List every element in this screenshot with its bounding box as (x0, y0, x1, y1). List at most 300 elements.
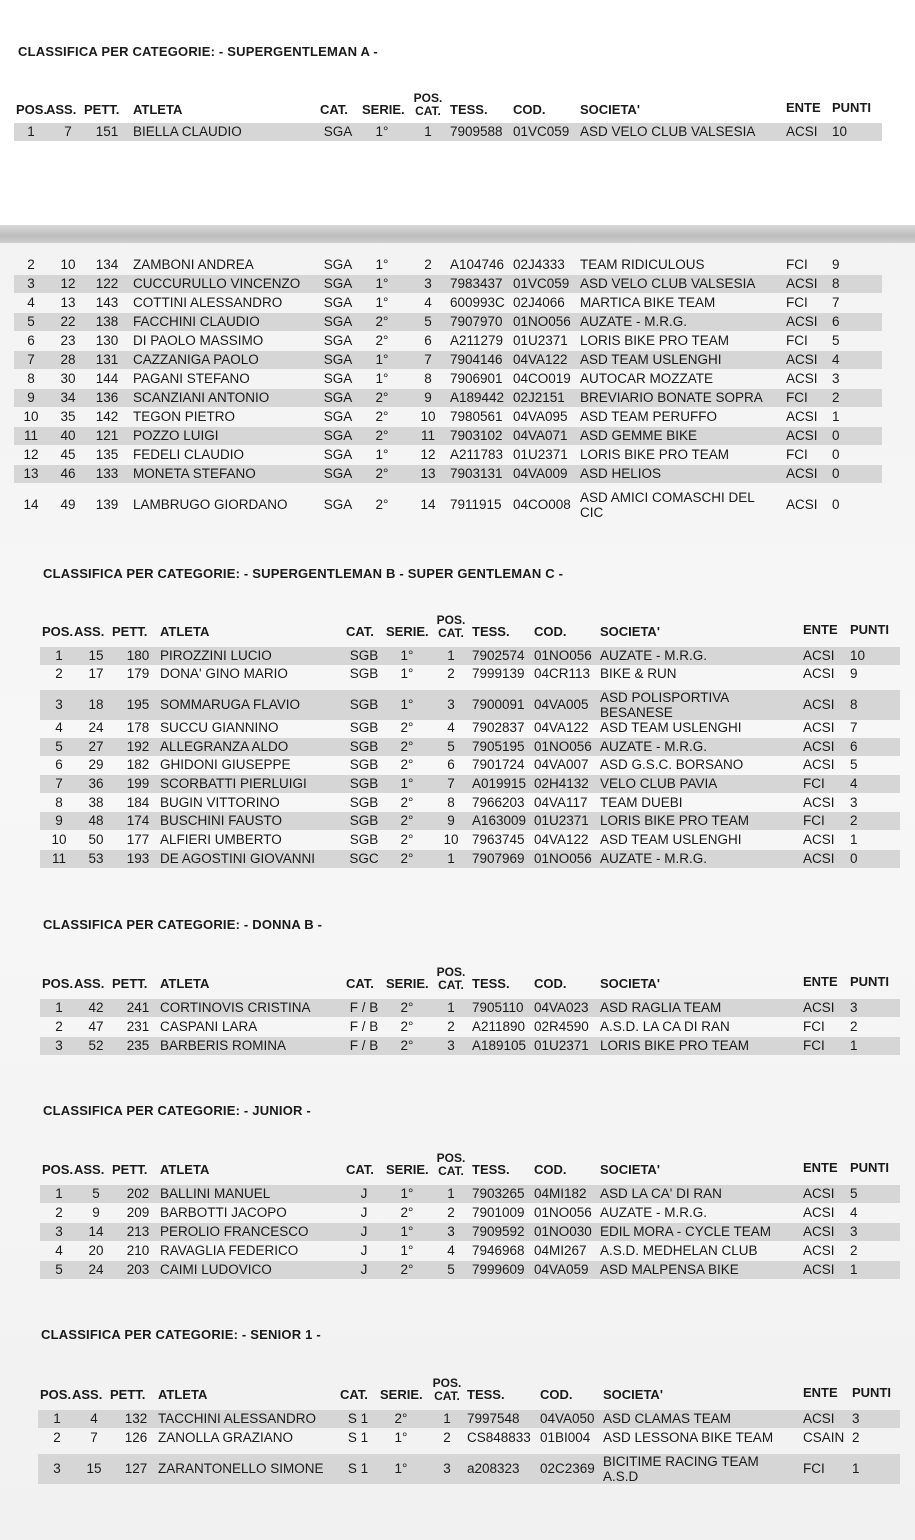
cell-atleta: COTTINI ALESSANDRO (133, 295, 283, 310)
cell-ente: ACSI (803, 1224, 835, 1239)
cell-atleta: TEGON PIETRO (133, 409, 236, 424)
cell-pos: 12 (23, 447, 39, 462)
cell-cod: 04VA122 (513, 352, 568, 367)
cell-pos: 5 (55, 1262, 63, 1277)
cell-ass: 22 (60, 314, 76, 329)
cell-serie: 2° (400, 1000, 414, 1015)
header-punti: PUNTI (852, 1385, 891, 1400)
cell-cod: 01BI004 (540, 1430, 591, 1445)
table-row (40, 647, 900, 665)
cell-cod: 04VA122 (534, 720, 589, 735)
cell-cat: S 1 (347, 1430, 369, 1445)
cell-punti: 1 (850, 1262, 858, 1277)
cell-soc: TEAM DUEBI (600, 795, 683, 810)
cell-ente: ACSI (803, 666, 835, 681)
cell-pett: 192 (126, 739, 150, 754)
cell-ente: ACSI (786, 466, 818, 481)
cell-ente: FCI (803, 813, 825, 828)
cell-atleta: BUGIN VITTORINO (160, 795, 280, 810)
cell-ente: ACSI (803, 795, 835, 810)
cell-punti: 5 (850, 757, 858, 772)
cell-cod: 02R4590 (534, 1019, 589, 1034)
cell-pos: 6 (27, 333, 35, 348)
cell-serie: 2° (375, 409, 389, 424)
table-row (40, 719, 900, 737)
cell-cod: 04VA023 (534, 1000, 589, 1015)
cell-tess: 7909592 (472, 1224, 525, 1239)
cell-poscat: 6 (447, 757, 455, 772)
cell-ass: 48 (88, 813, 104, 828)
header-ass: ASS. (72, 1387, 103, 1402)
cell-tess: 7904146 (450, 352, 503, 367)
cell-atleta: MONETA STEFANO (133, 466, 256, 481)
cell-pos: 3 (55, 1224, 63, 1239)
header-pos: POS. (42, 976, 74, 991)
header-pos: POS. (42, 1162, 74, 1177)
cell-pos: 2 (53, 1430, 61, 1445)
cell-pett: 178 (126, 720, 150, 735)
cell-serie: 2° (375, 428, 389, 443)
cell-punti: 1 (832, 409, 840, 424)
cell-tess: 7902837 (472, 720, 525, 735)
cell-pett: 203 (126, 1262, 150, 1277)
cell-pos: 8 (27, 371, 35, 386)
header-pett: PETT. (112, 976, 148, 991)
cell-atleta: FEDELI CLAUDIO (133, 447, 245, 462)
cell-pos: 9 (27, 390, 35, 405)
header-ente: ENTE (786, 100, 821, 115)
cell-cat: SGB (349, 720, 379, 735)
header-punti: PUNTI (850, 1160, 889, 1175)
cell-atleta: BIELLA CLAUDIO (133, 124, 242, 139)
cell-ente: ACSI (786, 497, 818, 512)
section-title: CLASSIFICA PER CATEGORIE: - DONNA B - (43, 917, 323, 932)
cell-poscat: 8 (424, 371, 432, 386)
cell-serie: 1° (394, 1430, 408, 1445)
header-punti: PUNTI (832, 100, 871, 115)
cell-pos: 11 (51, 851, 66, 866)
cell-serie: 2° (400, 1019, 414, 1034)
table-row (14, 351, 882, 369)
cell-pett: 199 (126, 776, 150, 791)
cell-soc: LORIS BIKE PRO TEAM (580, 447, 730, 462)
cell-ass: 42 (88, 1000, 104, 1015)
table-header (0, 613, 915, 644)
cell-pos: 3 (53, 1461, 61, 1476)
cell-atleta: SCORBATTI PIERLUIGI (160, 776, 307, 791)
header-soc: SOCIETA' (600, 624, 660, 639)
cell-atleta: BALLINI MANUEL (160, 1186, 271, 1201)
header-ass: ASS. (74, 624, 105, 639)
cell-serie: 2° (400, 1205, 414, 1220)
cell-punti: 3 (850, 1224, 858, 1239)
cell-poscat: 11 (420, 428, 435, 443)
cell-soc: AUZATE - M.R.G. (600, 851, 707, 866)
cell-serie: 2° (400, 1038, 414, 1053)
cell-serie: 1° (400, 776, 414, 791)
cell-cod: 04VA050 (540, 1411, 595, 1426)
cell-atleta: DI PAOLO MASSIMO (133, 333, 264, 348)
header-soc: SOCIETA' (600, 976, 660, 991)
cell-punti: 10 (832, 124, 848, 139)
cell-pos: 7 (27, 352, 35, 367)
cell-ente: FCI (803, 1038, 825, 1053)
cell-cat: SGB (349, 776, 379, 791)
cell-atleta: CUCCURULLO VINCENZO (133, 276, 301, 291)
table-row (40, 1018, 900, 1036)
cell-ass: 35 (60, 409, 76, 424)
header-punti: PUNTI (850, 974, 889, 989)
cell-poscat: 7 (447, 776, 455, 791)
header-pett: PETT. (112, 624, 148, 639)
cell-tess: A211279 (450, 333, 504, 348)
cell-ente: ACSI (786, 352, 818, 367)
header-cat: CAT. (346, 1162, 374, 1177)
cell-serie: 1° (375, 352, 389, 367)
cell-cat: SGB (349, 648, 379, 663)
cell-ente: ACSI (803, 1243, 835, 1258)
cell-ente: CSAIN (803, 1430, 845, 1445)
cell-punti: 8 (850, 697, 858, 712)
cell-tess: 7909588 (450, 124, 503, 139)
cell-soc: ASD AMICI COMASCHI DEL CIC (580, 490, 755, 520)
cell-punti: 0 (832, 497, 840, 512)
header-serie: SERIE. (386, 1162, 429, 1177)
cell-ente: ACSI (803, 851, 835, 866)
cell-tess: CS848833 (467, 1430, 531, 1445)
cell-tess: 7903102 (450, 428, 503, 443)
cell-cod: 04CO008 (513, 497, 571, 512)
header-tess: TESS. (472, 624, 510, 639)
cell-cat: F / B (349, 1000, 379, 1015)
table-row (40, 999, 900, 1017)
cell-atleta: SUCCU GIANNINO (160, 720, 279, 735)
cell-cat: SGB (349, 697, 379, 712)
cell-punti: 3 (852, 1411, 860, 1426)
cell-cod: 01VC059 (513, 124, 570, 139)
cell-cat: SGB (349, 813, 379, 828)
cell-tess: a208323 (467, 1461, 520, 1476)
header-atleta: ATLETA (133, 102, 183, 117)
table-row (40, 850, 900, 868)
cell-cat: SGA (323, 276, 353, 291)
cell-serie: 2° (375, 390, 389, 405)
cell-poscat: 7 (424, 352, 432, 367)
cell-pett: 241 (126, 1000, 150, 1015)
cell-ass: 46 (60, 466, 76, 481)
cell-ente: ACSI (786, 371, 818, 386)
cell-pett: 213 (126, 1224, 150, 1239)
cell-tess: A211890 (472, 1019, 526, 1034)
cell-poscat: 1 (443, 1411, 451, 1426)
cell-ente: FCI (803, 1019, 825, 1034)
header-cat: CAT. (320, 102, 348, 117)
cell-serie: 2° (400, 851, 414, 866)
cell-soc: AUZATE - M.R.G. (600, 739, 707, 754)
cell-pos: 5 (55, 739, 63, 754)
cell-ass: 36 (88, 776, 104, 791)
header-pett: PETT. (110, 1387, 146, 1402)
header-pett: PETT. (112, 1162, 148, 1177)
cell-soc: AUZATE - M.R.G. (600, 1205, 707, 1220)
cell-ass: 15 (88, 648, 104, 663)
table-row (38, 1454, 900, 1484)
cell-tess: 7905110 (472, 1000, 524, 1015)
cell-poscat: 1 (447, 1000, 455, 1015)
cell-ass: 34 (60, 390, 76, 405)
cell-pett: 202 (126, 1186, 150, 1201)
table-row (40, 756, 900, 774)
cell-cat: SGC (349, 851, 379, 866)
header-serie: SERIE. (386, 976, 429, 991)
header-atleta: ATLETA (160, 624, 210, 639)
table-row (14, 370, 882, 388)
cell-pett: 142 (95, 409, 119, 424)
cell-tess: 7911915 (450, 497, 502, 512)
cell-pett: 179 (126, 666, 150, 681)
cell-poscat: 4 (447, 1243, 455, 1258)
cell-soc: AUZATE - M.R.G. (600, 648, 707, 663)
header-poscat-top: POS. (436, 1151, 466, 1165)
cell-serie: 1° (400, 1224, 414, 1239)
table-row (40, 1242, 900, 1260)
cell-cod: 04CR113 (534, 666, 591, 681)
cell-soc: ASD VELO CLUB VALSESIA (580, 124, 756, 139)
cell-soc: ASD VELO CLUB VALSESIA (580, 276, 756, 291)
table-row (40, 690, 900, 720)
header-poscat-bottom: CAT. (434, 1389, 460, 1403)
cell-soc: BICITIME RACING TEAM A.S.D (603, 1454, 759, 1484)
header-ente: ENTE (803, 1385, 838, 1400)
header-ente: ENTE (803, 1160, 838, 1175)
cell-serie: 1° (400, 648, 414, 663)
cell-ente: ACSI (803, 739, 835, 754)
cell-ente: ACSI (803, 1205, 835, 1220)
cell-punti: 9 (850, 666, 858, 681)
cell-tess: A189442 (450, 390, 505, 405)
cell-serie: 2° (394, 1411, 408, 1426)
cell-cod: 04VA122 (534, 832, 589, 847)
cell-pos: 11 (23, 428, 38, 443)
cell-atleta: FACCHINI CLAUDIO (133, 314, 260, 329)
cell-soc: EDIL MORA - CYCLE TEAM (600, 1224, 772, 1239)
page-seam (0, 225, 915, 243)
cell-punti: 2 (852, 1430, 860, 1445)
cell-poscat: 5 (447, 739, 455, 754)
cell-cat: SGA (323, 257, 353, 272)
header-cod: COD. (513, 102, 546, 117)
cell-punti: 1 (852, 1461, 860, 1476)
cell-poscat: 2 (447, 666, 455, 681)
cell-cod: 04CO019 (513, 371, 571, 386)
cell-pos: 2 (55, 1019, 63, 1034)
cell-tess: A104746 (450, 257, 505, 272)
cell-poscat: 2 (447, 1205, 455, 1220)
cell-cod: 04VA009 (513, 466, 568, 481)
table-row (40, 1204, 900, 1222)
cell-ente: ACSI (803, 697, 835, 712)
cell-soc: AUTOCAR MOZZATE (580, 371, 714, 386)
cell-atleta: POZZO LUIGI (133, 428, 219, 443)
cell-punti: 0 (832, 466, 840, 481)
cell-atleta: RAVAGLIA FEDERICO (160, 1243, 299, 1258)
cell-punti: 4 (850, 1205, 858, 1220)
cell-poscat: 9 (447, 813, 455, 828)
cell-tess: 7963745 (472, 832, 525, 847)
cell-poscat: 5 (424, 314, 432, 329)
cell-ente: ACSI (786, 314, 818, 329)
cell-ass: 17 (88, 666, 104, 681)
header-pos: POS. (42, 624, 74, 639)
cell-cat: SGA (323, 333, 353, 348)
cell-pett: 180 (126, 648, 150, 663)
cell-punti: 1 (850, 1038, 858, 1053)
cell-punti: 4 (832, 352, 840, 367)
header-pos: POS. (16, 102, 48, 117)
cell-ass: 10 (60, 257, 76, 272)
cell-soc: BIKE & RUN (600, 666, 677, 681)
cell-atleta: ZANOLLA GRAZIANO (158, 1430, 294, 1445)
header-atleta: ATLETA (160, 976, 210, 991)
table-row (14, 490, 882, 520)
cell-poscat: 1 (447, 648, 455, 663)
cell-soc: ASD POLISPORTIVA BESANESE (600, 690, 729, 720)
cell-pos: 2 (55, 1205, 63, 1220)
table-row (38, 1410, 900, 1428)
cell-ente: ACSI (803, 648, 835, 663)
table-row (14, 465, 882, 483)
cell-serie: 1° (375, 447, 389, 462)
cell-cat: SGA (323, 409, 353, 424)
cell-serie: 1° (375, 124, 389, 139)
cell-ass: 52 (88, 1038, 104, 1053)
cell-tess: 7906901 (450, 371, 503, 386)
section-title: CLASSIFICA PER CATEGORIE: - SUPERGENTLEMAN B - SUPER GENTLEMAN C - (43, 566, 564, 581)
cell-cat: SGA (323, 295, 353, 310)
header-atleta: ATLETA (160, 1162, 210, 1177)
header-tess: TESS. (472, 1162, 510, 1177)
cell-tess: A019915 (472, 776, 527, 791)
cell-atleta: CAZZANIGA PAOLO (133, 352, 259, 367)
cell-ass: 53 (88, 851, 104, 866)
header-pos: POS. (40, 1387, 72, 1402)
header-ente: ENTE (803, 974, 838, 989)
cell-soc: ASD TEAM USLENGHI (600, 720, 742, 735)
table-row (14, 275, 882, 293)
cell-soc: ASD GEMME BIKE (580, 428, 698, 443)
table-row (14, 123, 882, 141)
table-row (14, 256, 882, 274)
cell-ente: ACSI (786, 428, 818, 443)
cell-pett: 132 (124, 1411, 148, 1426)
cell-punti: 0 (832, 447, 840, 462)
cell-poscat: 4 (424, 295, 432, 310)
cell-atleta: ALLEGRANZA ALDO (160, 739, 289, 754)
cell-soc: TEAM RIDICULOUS (580, 257, 705, 272)
cell-pett: 138 (95, 314, 119, 329)
cell-cat: SGA (323, 428, 353, 443)
cell-atleta: SCANZIANI ANTONIO (133, 390, 270, 405)
cell-pett: 135 (95, 447, 119, 462)
header-atleta: ATLETA (158, 1387, 208, 1402)
cell-cat: SGB (349, 832, 379, 847)
cell-atleta: ZAMBONI ANDREA (133, 257, 254, 272)
cell-ente: ACSI (803, 757, 835, 772)
cell-cat: J (360, 1205, 368, 1220)
cell-cat: J (360, 1186, 368, 1201)
cell-cat: S 1 (347, 1411, 369, 1426)
cell-cat: SGB (349, 795, 379, 810)
cell-pett: 144 (95, 371, 119, 386)
cell-serie: 2° (400, 832, 414, 847)
cell-pos: 3 (27, 276, 35, 291)
cell-punti: 4 (850, 776, 858, 791)
cell-atleta: PEROLIO FRANCESCO (160, 1224, 309, 1239)
cell-atleta: PAGANI STEFANO (133, 371, 250, 386)
cell-cod: 04VA007 (534, 757, 589, 772)
cell-punti: 2 (850, 813, 858, 828)
cell-tess: 7907970 (450, 314, 503, 329)
cell-pos: 3 (55, 1038, 63, 1053)
table-row (40, 1185, 900, 1203)
cell-tess: 600993C (450, 295, 505, 310)
cell-serie: 1° (400, 1186, 414, 1201)
cell-cod: 04VA071 (513, 428, 568, 443)
cell-punti: 5 (850, 1186, 858, 1201)
cell-pos: 13 (23, 466, 39, 481)
cell-pett: 209 (126, 1205, 150, 1220)
cell-serie: 2° (400, 757, 414, 772)
cell-cat: J (360, 1243, 368, 1258)
table-row (40, 738, 900, 756)
cell-tess: 7900091 (472, 697, 525, 712)
cell-punti: 0 (832, 428, 840, 443)
cell-atleta: LAMBRUGO GIORDANO (133, 497, 288, 512)
cell-ass: 28 (60, 352, 76, 367)
cell-pos: 2 (27, 257, 35, 272)
cell-pett: 174 (126, 813, 150, 828)
table-row (40, 775, 900, 793)
cell-soc: ASD LESSONA BIKE TEAM (603, 1430, 774, 1445)
cell-cod: 01NO056 (534, 648, 592, 663)
cell-pett: 182 (126, 757, 150, 772)
cell-cod: 04VA005 (534, 697, 589, 712)
cell-atleta: BARBERIS ROMINA (160, 1038, 287, 1053)
section-title: CLASSIFICA PER CATEGORIE: - SENIOR 1 - (41, 1327, 321, 1342)
cell-ente: FCI (786, 257, 808, 272)
cell-soc: AUZATE - M.R.G. (580, 314, 687, 329)
cell-cat: J (360, 1224, 368, 1239)
cell-tess: 7902574 (472, 648, 525, 663)
cell-punti: 5 (832, 333, 840, 348)
cell-serie: 1° (400, 666, 414, 681)
cell-soc: A.S.D. MEDHELAN CLUB (600, 1243, 758, 1258)
cell-cat: S 1 (347, 1461, 369, 1476)
cell-cod: 01NO056 (534, 851, 592, 866)
cell-soc: ASD HELIOS (580, 466, 662, 481)
cell-ass: 20 (88, 1243, 104, 1258)
cell-ass: 38 (88, 795, 104, 810)
cell-soc: LORIS BIKE PRO TEAM (600, 813, 750, 828)
cell-poscat: 3 (443, 1461, 451, 1476)
cell-soc: A.S.D. LA CA DI RAN (600, 1019, 730, 1034)
cell-cat: SGB (349, 757, 379, 772)
header-tess: TESS. (467, 1387, 505, 1402)
cell-serie: 2° (400, 739, 414, 754)
cell-cat: SGA (323, 466, 353, 481)
cell-cod: 01NO056 (534, 1205, 592, 1220)
cell-pett: 184 (126, 795, 150, 810)
